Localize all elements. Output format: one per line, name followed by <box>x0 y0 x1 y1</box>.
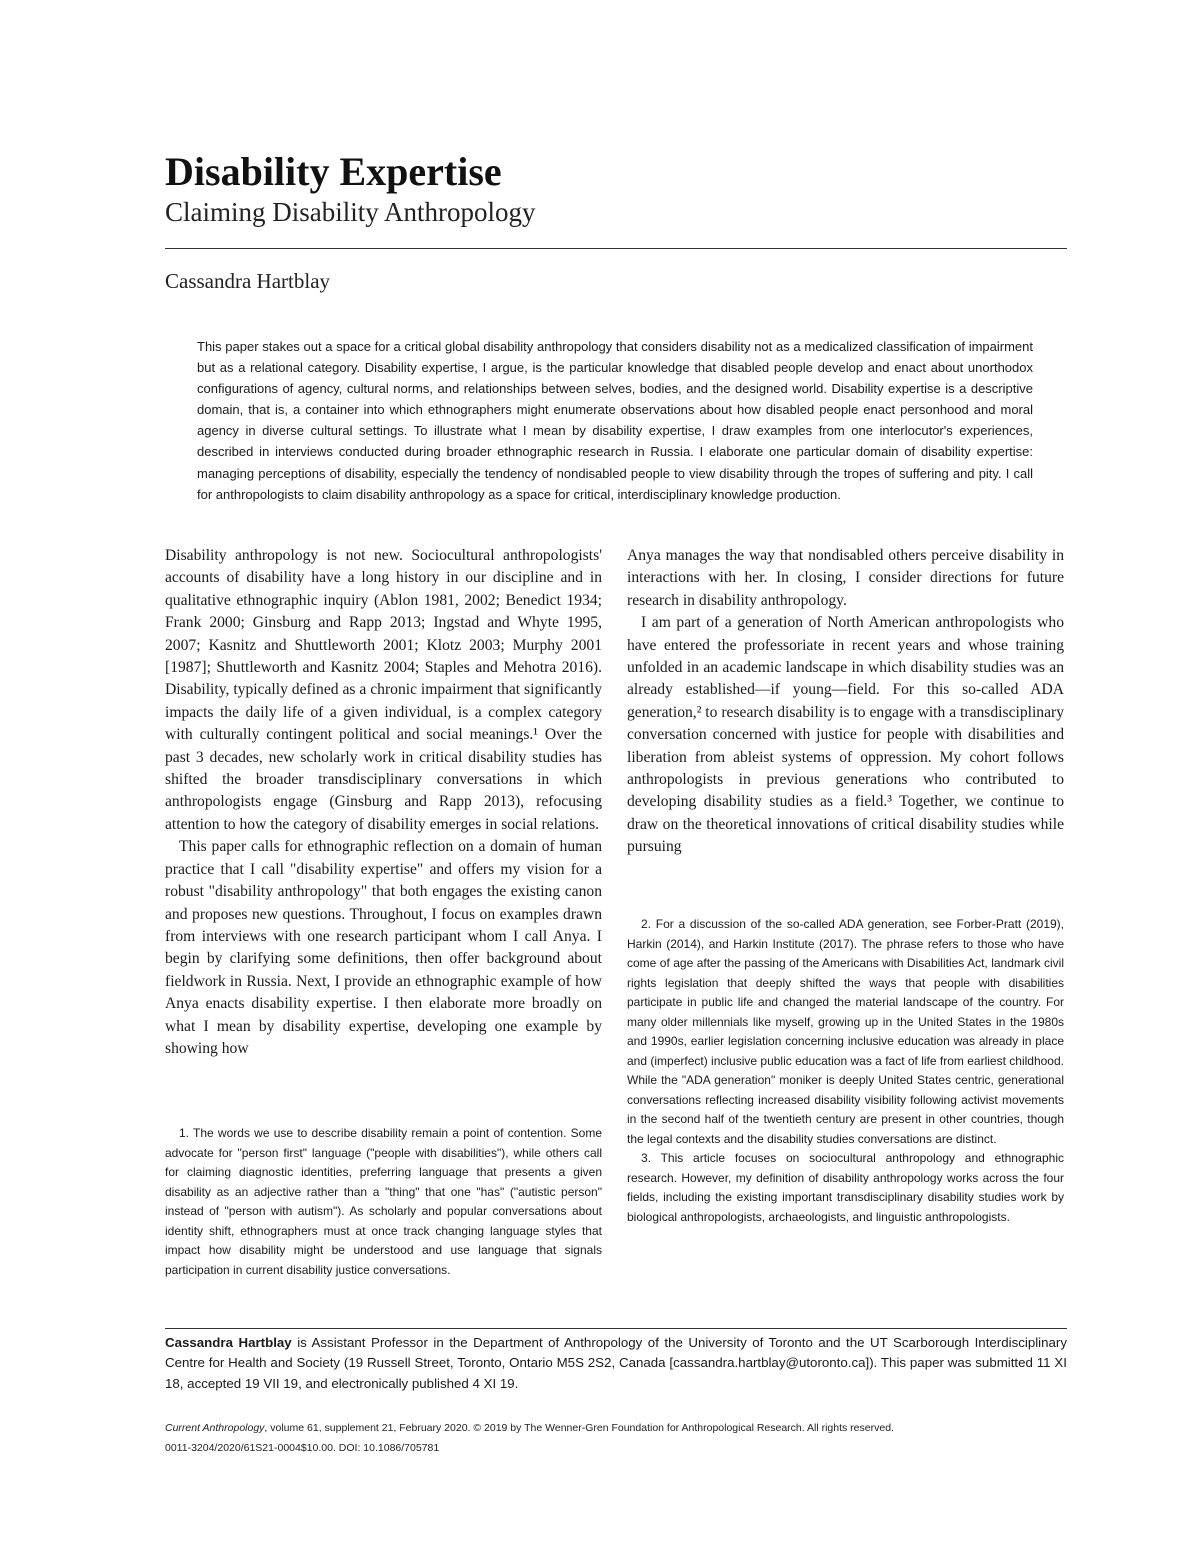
bio-divider <box>165 1328 1067 1329</box>
article-title: Disability Expertise <box>165 149 502 194</box>
body-paragraph: Anya manages the way that nondisabled others perceive disability in interactions with her. In closing, I consider directions for future research in disability anthropology. <box>627 547 1064 609</box>
author-bio <box>165 1333 1067 1394</box>
journal-name: Current Anthropology <box>165 1422 265 1434</box>
body-paragraph: I am part of a generation of North American anthropologists who have entered the professoriate in recent years and whose training unfolded in an academic landscape in which disability studies was an already established—if young—field. For this so-called ADA generation,² to research disability is to engage with a transdisciplinary conversation concerned with justice for people with disabilities and liberation from ableist systems of oppression. My cohort follows anthropologists in previous generations who contributed to developing disability studies as a field.³ Together, we continue to draw on the theoretical innovations of critical disability studies while pursuing <box>627 614 1064 856</box>
body-column-left <box>165 545 602 1060</box>
footer-citation-rest: , volume 61, supplement 21, February 2020. © 2019 by The Wenner-Gren Foundation for Anthropological Research. All rights reserved. <box>264 1422 894 1434</box>
article-subtitle: Claiming Disability Anthropology <box>165 197 536 227</box>
body-column-right <box>627 545 1064 859</box>
footnotes-right <box>627 915 1064 1227</box>
body-paragraph: Disability anthropology is not new. Sociocultural anthropologists' accounts of disability have a long history in our discipline and in qualitative ethnographic inquiry (Ablon 1981, 2002; Benedict 1934; Frank 2000; Ginsburg and Rapp 2013; Ingstad and Whyte 1995, 2007; Kasnitz and Shuttleworth 2001; Klotz 2003; Murphy 2001 [1987]; Shuttleworth and Kasnitz 2004; Staples and Mehotra 2016). Disability, typically defined as a chronic impairment that significantly impacts the daily life of a given individual, is a complex category with culturally contingent political and social meanings.¹ Over the past 3 decades, new scholarly work in critical disability studies has shifted the broader transdisciplinary conversations in which anthropologists engage (Ginsburg and Rapp 2013), refocusing attention to how the category of disability emerges in social relations. <box>165 547 602 833</box>
footer-doi: 0011-3204/2020/61S21-0004$10.00. DOI: 10.1086/705781 <box>165 1442 440 1454</box>
header-divider <box>165 248 1067 249</box>
footer-citation <box>165 1418 1067 1438</box>
footnote-3: 3. This article focuses on sociocultural anthropology and ethnographic research. However, my definition of disability anthropology works across the four fields, including the existing important transdisciplinary disability studies work by biological anthropologists, archaeologists, and linguistic anthropologists. <box>627 1151 1064 1224</box>
author-name: Cassandra Hartblay <box>165 269 331 293</box>
bio-text: is Assistant Professor in the Department of Anthropology of the University of Toronto and the UT Scarborough Interdisciplinary Centre for Health and Society (19 Russell Street, Toronto, Ontario M5S 2S2, Canada [cassandra.hartblay@utoronto.ca]). This paper was submitted 11 XI 18, accepted 19 VII 19, and electronically published 4 XI 19. <box>165 1335 1067 1391</box>
footnotes-left <box>165 1124 602 1280</box>
journal-footer <box>165 1418 1067 1458</box>
footnote-1: 1. The words we use to describe disability remain a point of contention. Some advocate for "person first" language ("people with disabilities"), while others call for claiming diagnostic identities, preferring language that presents a given disability as an adjective rather than a "thing" that one "has" ("autistic person" instead of "person with autism"). As scholarly and popular conversations about identity shift, ethnographers must at once track changing language styles that impact how disability might be understood and use language that signals participation in current disability justice conversations. <box>165 1126 602 1277</box>
bio-author-name: Cassandra Hartblay <box>165 1335 292 1350</box>
abstract: This paper stakes out a space for a critical global disability anthropology that considers disability not as a medicalized classification of impairment but as a relational category. Disability expertise, I argue, is the particular knowledge that disabled people develop and enact about unorthodox configurations of agency, cultural norms, and relationships between selves, bodies, and the designed world. Disability expertise is a descriptive domain, that is, a container into which ethnographers might enumerate observations about how disabled people enact personhood and moral agency in diverse cultural settings. To illustrate what I mean by disability expertise, I draw examples from one interlocutor's experiences, described in interviews conducted during broader ethnographic research in Russia. I elaborate one particular domain of disability expertise: managing perceptions of disability, especially the tendency of nondisabled people to view disability through the tropes of suffering and pity. I call for anthropologists to claim disability anthropology as a space for critical, interdisciplinary knowledge production. <box>197 339 1033 502</box>
body-paragraph: This paper calls for ethnographic reflection on a domain of human practice that I call "disability expertise" and offers my vision for a robust "disability anthropology" that both engages the existing canon and proposes new questions. Throughout, I focus on examples drawn from interviews with one research participant whom I call Anya. I begin by clarifying some definitions, then offer background about fieldwork in Russia. Next, I provide an ethnographic example of how Anya enacts disability expertise. I then elaborate more broadly on what I mean by disability expertise, developing one example by showing how <box>165 838 602 1057</box>
footnote-2: 2. For a discussion of the so-called ADA generation, see Forber-Pratt (2019), Harkin (2014), and Harkin Institute (2017). The phrase refers to those who have come of age after the passing of the Americans with Disabilities Act, landmark civil rights legislation that deeply shifted the ways that people with disabilities participate in public life and changed the material landscape of the country. For many older millennials like myself, growing up in the United States in the 1980s and 1990s, earlier legislation concerning inclusive education was already in place and (imperfect) inclusive public education was a fact of life from earliest childhood. While the "ADA generation" moniker is deeply United States centric, generational conversations reflecting increased disability visibility following activist movements in the second half of the twentieth century are present in other countries, though the legal contexts and the disability studies conversations are distinct. <box>627 917 1064 1146</box>
